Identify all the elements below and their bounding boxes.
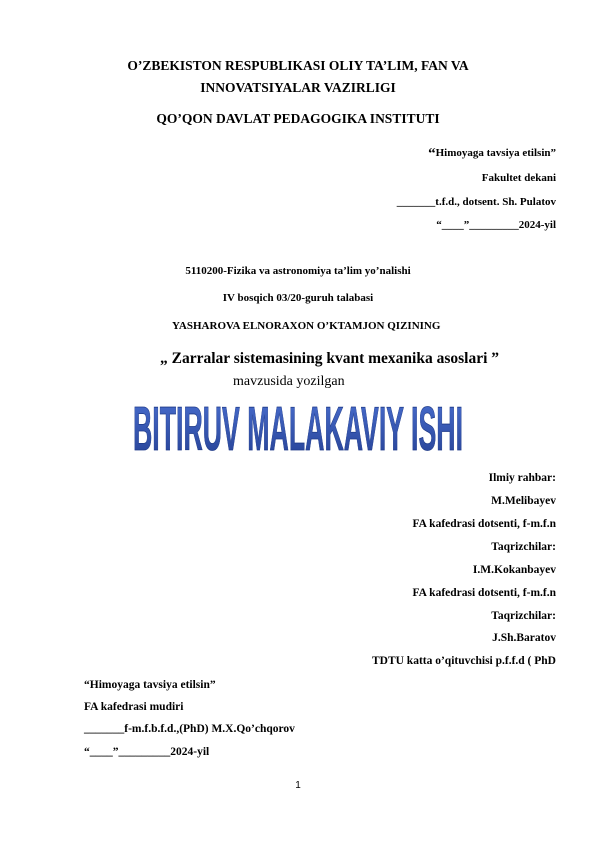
approval-bottom-date: “____”_________2024-yil	[84, 746, 210, 758]
approval-top-title-text: Himoyaga tavsiya etilsin”	[435, 147, 556, 159]
reviewer-2-label: Taqrizchilar:	[491, 610, 556, 622]
institute-name: QO’QON DAVLAT PEDAGOGIKA INSTITUTI	[156, 111, 440, 126]
reviewer-1-title: FA kafedrasi dotsenti, f-m.f.n	[412, 587, 556, 599]
approval-bottom-title: “Himoyaga tavsiya etilsin”	[84, 679, 216, 691]
thesis-wordart-title	[0, 396, 596, 456]
supervisor-name: M.Melibayev	[491, 495, 556, 507]
student-group: IV bosqich 03/20-guruh talabasi	[222, 292, 374, 304]
approval-top-date: “____”_________2024-yil	[436, 219, 556, 231]
thesis-topic-subtitle: mavzusida yozilgan	[233, 374, 345, 389]
thesis-topic: „ Zarralar sistemasining kvant mexanika asoslari ”	[160, 350, 500, 367]
reviewer-1-name: I.M.Kokanbayev	[472, 564, 556, 576]
supervisor-label: Ilmiy rahbar:	[488, 472, 556, 484]
ministry-line-1: O’ZBEKISTON RESPUBLIKASI OLIY TA’LIM, FAN VA	[127, 58, 469, 73]
approval-bottom-role: FA kafedrasi mudiri	[84, 701, 184, 713]
page-number: 1	[295, 780, 301, 791]
reviewer-2-name: J.Sh.Baratov	[492, 632, 556, 644]
student-name: YASHAROVA ELNORAXON O’KTAMJON QIZINING	[172, 320, 441, 332]
approval-top-role: Fakultet dekani	[481, 172, 556, 184]
reviewer-1-label: Taqrizchilar:	[491, 541, 556, 553]
approval-bottom-signer: _______f-m.f.b.f.d.,(PhD) M.X.Qo’chqorov	[84, 723, 295, 735]
study-program: 5110200-Fizika va astronomiya ta’lim yo’nalishi	[185, 265, 411, 277]
approval-top-signer: _______t.f.d., dotsent. Sh. Pulatov	[396, 196, 556, 208]
ministry-line-2: INNOVATSIYALAR VAZIRLIGI	[200, 80, 396, 95]
supervisor-title: FA kafedrasi dotsenti, f-m.f.n	[412, 518, 556, 530]
approval-top-title: “Himoyaga tavsiya etilsin”	[428, 146, 556, 162]
reviewer-2-title: TDTU katta o’qituvchisi p.f.f.d ( PhD	[371, 655, 556, 667]
wordart-text: BITIRUV MALAKAVIY ISHI	[133, 396, 463, 456]
